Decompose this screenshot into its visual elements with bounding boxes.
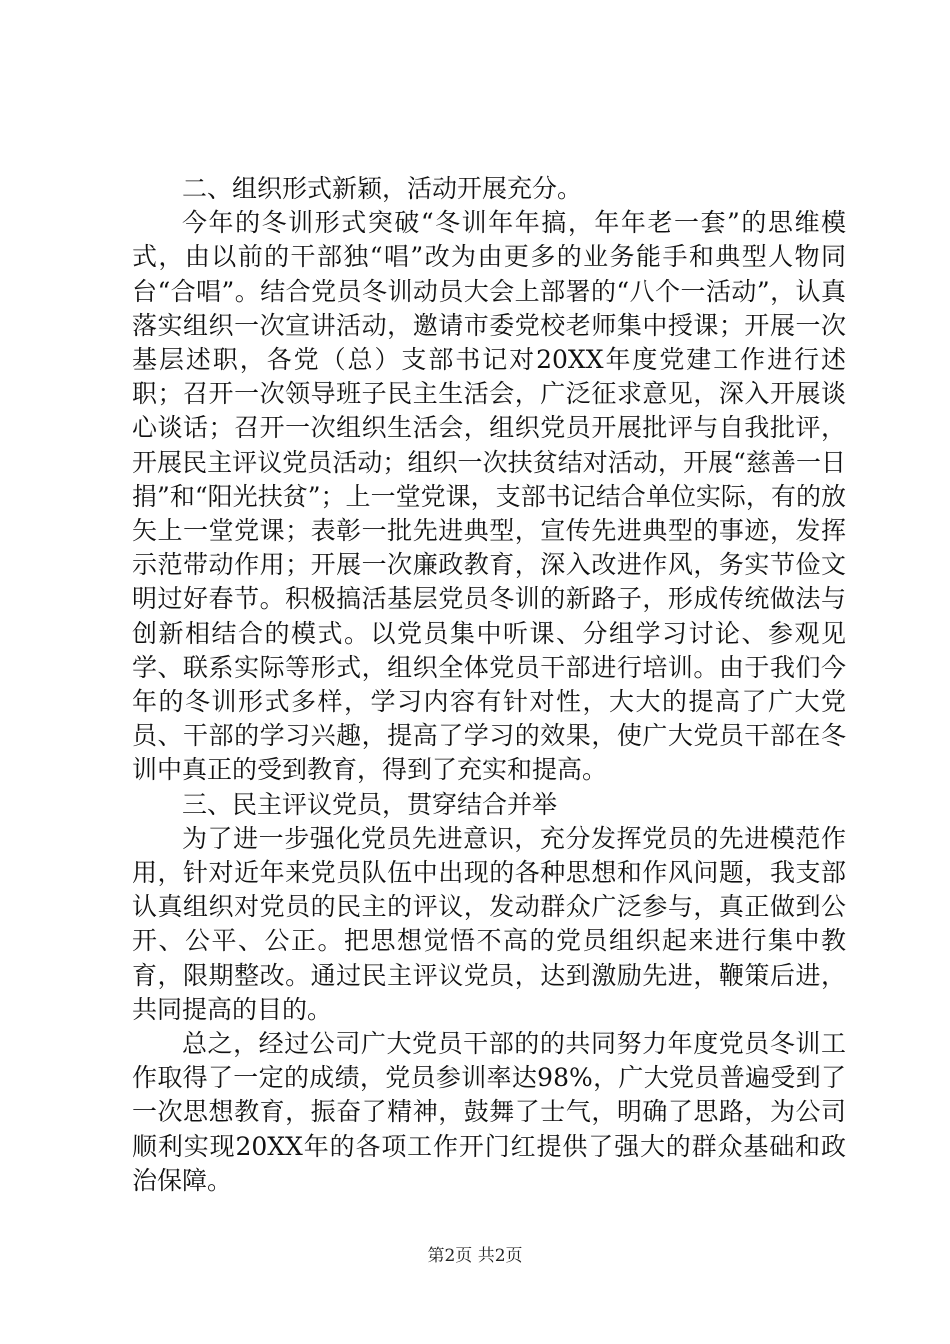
section-3-heading: 三、民主评议党员，贯穿结合并举 (182, 789, 558, 819)
section-2-paragraph: 今年的冬训形式突破“冬训年年搞，年年老一套”的思维模式，由以前的干部独“唱”改为由更多的业务能手和典型人物同台“合唱”。结合党员冬训动员大会上部署的“八个一活动”，认真落实组织一次宣讲活动，邀请市委党校老师集中授课；开展一次基层述职，各党（总）支部书记对20XX年度党建工作进行述职；召开一次领导班子民主生活会，广泛征求意见，深入开展谈心谈话；召开一次组织生活会，组织党员开展批评与自我批评，开展民主评议党员活动；组织一次扶贫结对活动，开展“慈善一日捐”和“阳光扶贫”；上一堂党课，支部书记结合单位实际，有的放矢上一堂党课；表彰一批先进典型，宣传先进典型的事迹，发挥示范带动作用；开展一次廉政教育，深入改进作风，务实节俭文明过好春节。积极搞活基层党员冬训的新路子，形成传统做法与创新相结合的模式。以党员集中听课、分组学习讨论、参观见学、联系实际等形式，组织全体党员干部进行培训。由于我们今年的冬训形式多样，学习内容有针对性，大大的提高了广大党员、干部的学习兴趣，提高了学习的效果，使广大党员干部在冬训中真正的受到教育，得到了充实和提高。 (132, 208, 846, 785)
conclusion-paragraph: 总之，经过公司广大党员干部的的共同努力年度党员冬训工作取得了一定的成绩，党员参训率达98%，广大党员普遍受到了一次思想教育，振奋了精神，鼓舞了士气，明确了思路，为公司顺利实现20XX年的各项工作开门红提供了强大的群众基础和政治保障。 (132, 1029, 846, 1195)
document-body (132, 172, 846, 1198)
page-footer: 第2页 共2页 (427, 1246, 523, 1266)
section-2-heading: 二、组织形式新颖，活动开展充分。 (182, 174, 583, 203)
section-3-paragraph: 为了进一步强化党员先进意识，充分发挥党员的先进模范作用，针对近年来党员队伍中出现的各种思想和作风问题，我支部认真组织对党员的民主的评议，发动群众广泛参与，真正做到公开、公平、公正。把思想觉悟不高的党员组织起来进行集中教育，限期整改。通过民主评议党员，达到激励先进，鞭策后进，共同提高的目的。 (132, 823, 846, 1024)
